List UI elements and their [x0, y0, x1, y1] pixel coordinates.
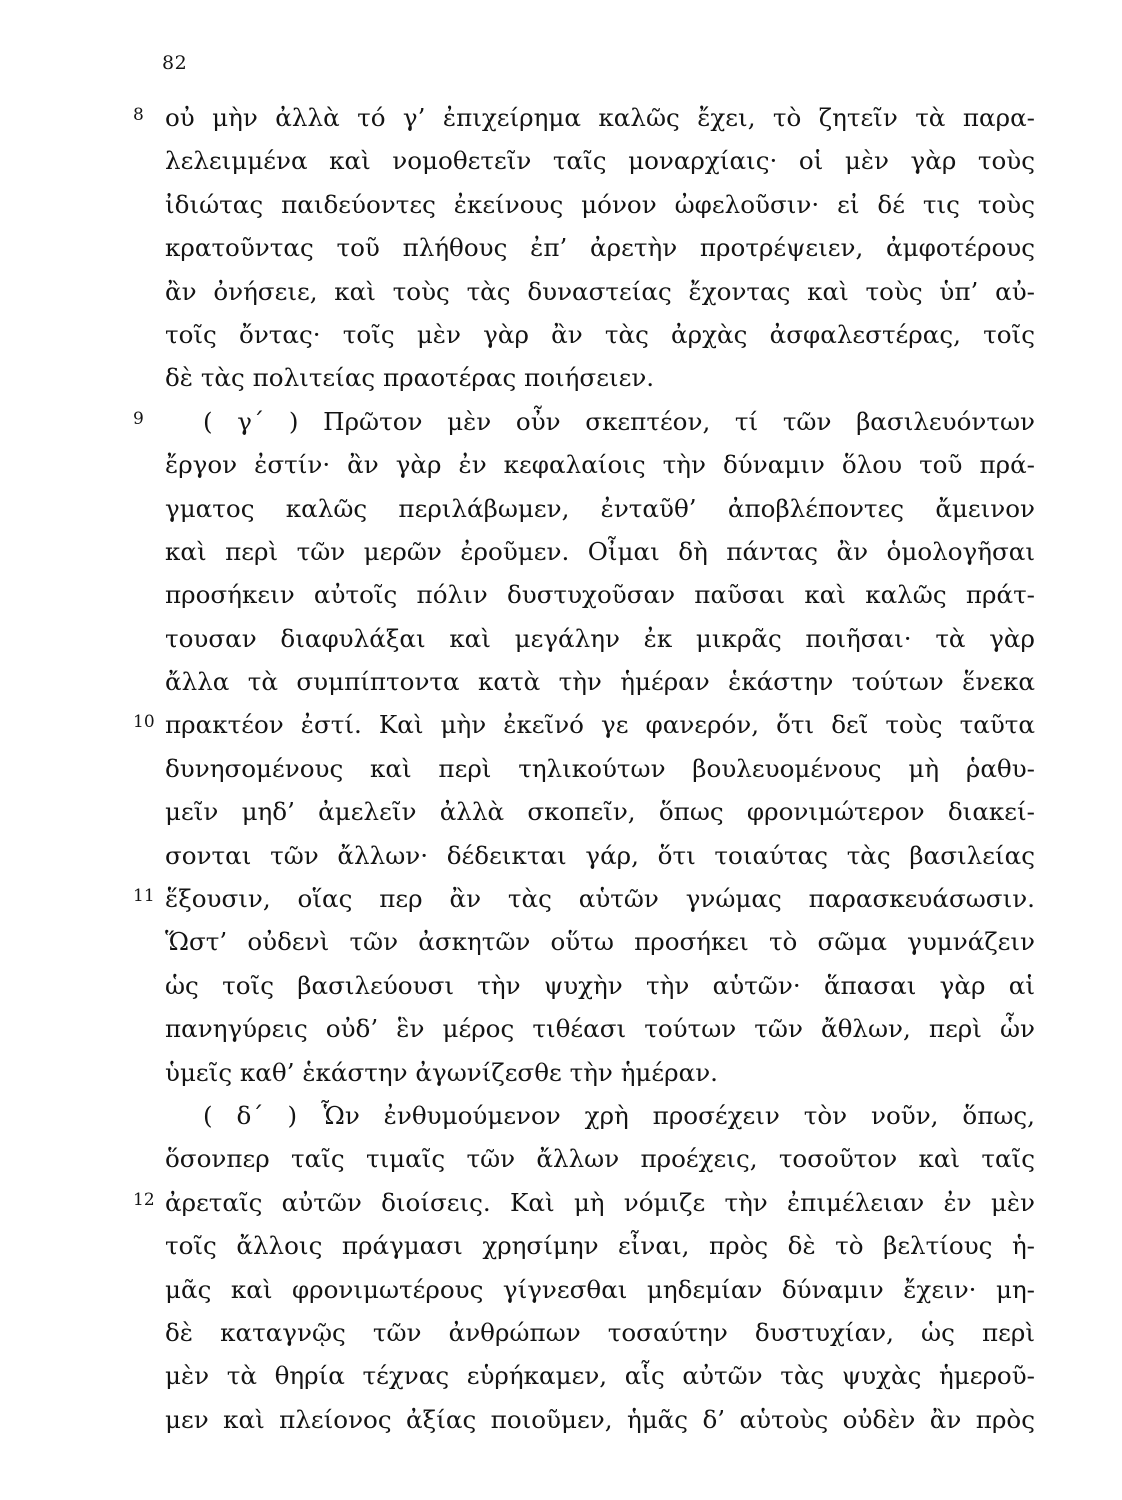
text-line-30	[165, 1354, 1035, 1397]
line-text: ὅσονπερ ταῖς τιμαῖς τῶν ἄλλων προέχεις, τοσοῦτον καὶ ταῖς	[165, 1144, 1035, 1174]
line-text: ἀρεταῖς αὐτῶν διοίσεις. Καὶ μὴ νόμιζε τὴν ἐπιμέλειαν ἐν μὲν	[165, 1187, 1035, 1217]
line-text: πρακτέον ἐστί. Καὶ μὴν ἐκεῖνό γε φανερόν, ὅτι δεῖ τοὺς ταῦτα	[165, 710, 1035, 740]
line-text: ἔργον ἐστίν· ἂν γὰρ ἐν κεφαλαίοις τὴν δύναμιν ὅλου τοῦ πρά-	[165, 450, 1035, 480]
line-text: οὐ μὴν ἀλλὰ τό γ’ ἐπιχείρημα καλῶς ἔχει, τὸ ζητεῖν τὰ παρα-	[165, 103, 1035, 132]
line-text: μὲν τὰ θηρία τέχνας εὑρήκαμεν, αἷς αὐτῶν τὰς ψυχὰς ἡμεροῦ-	[165, 1361, 1035, 1391]
section-number-9: 9	[133, 408, 144, 429]
line-text: κρατοῦντας τοῦ πλήθους ἐπ’ ἀρετὴν προτρέψειεν, ἀμφοτέρους	[165, 233, 1035, 263]
text-line-29	[165, 1311, 1035, 1354]
text-line-1	[133, 96, 1035, 139]
text-line-5	[165, 270, 1035, 313]
text-line-4	[165, 226, 1035, 269]
text-line-31	[165, 1398, 1035, 1441]
line-text: ὡς τοῖς βασιλεύουσι τὴν ψυχὴν τὴν αὑτῶν· ἅπασαι γὰρ αἱ	[165, 970, 1035, 1000]
text-line-20	[165, 920, 1035, 963]
section-number-10: 10	[133, 712, 155, 733]
text-line-7	[165, 356, 1035, 399]
page-number: 82	[162, 52, 188, 74]
line-text: μᾶς καὶ φρονιμωτέρους γίγνεσθαι μηδεμίαν δύναμιν ἔχειν· μη-	[165, 1274, 1035, 1304]
line-text: ὑμεῖς καθ’ ἑκάστην ἀγωνίζεσθε τὴν ἡμέραν.	[165, 1057, 718, 1087]
line-text: ἕξουσιν, οἵας περ ἂν τὰς αὑτῶν γνώμας παρασκευάσωσιν.	[165, 884, 1035, 914]
text-line-12	[165, 573, 1035, 616]
line-text: δὲ τὰς πολιτείας πραοτέρας ποιήσειεν.	[165, 363, 655, 393]
text-line-21	[165, 964, 1035, 1007]
text-line-19	[133, 877, 1035, 920]
text-line-10	[165, 487, 1035, 530]
line-text: σονται τῶν ἄλλων· δέδεικται γάρ, ὅτι τοιαύτας τὰς βασιλείας	[165, 840, 1035, 870]
text-line-8	[133, 400, 1035, 443]
text-line-16	[165, 747, 1035, 790]
text-line-24	[165, 1094, 1035, 1137]
text-line-23	[165, 1051, 1035, 1094]
line-text: ( γ΄ ) Πρῶτον μὲν οὖν σκεπτέον, τί τῶν βασιλευόντων	[203, 406, 1035, 436]
text-line-22	[165, 1007, 1035, 1050]
line-text: ἂν ὀνήσειε, καὶ τοὺς τὰς δυναστείας ἔχοντας καὶ τοὺς ὑπ’ αὐ-	[165, 276, 1035, 306]
text-line-18	[165, 834, 1035, 877]
text-line-2	[165, 139, 1035, 182]
text-line-26	[133, 1181, 1035, 1224]
text-line-14	[165, 660, 1035, 703]
text-line-27	[165, 1224, 1035, 1267]
line-text: δὲ καταγνῷς τῶν ἀνθρώπων τοσαύτην δυστυχίαν, ὡς περὶ	[165, 1317, 1035, 1347]
text-line-28	[165, 1268, 1035, 1311]
line-text: ἄλλα τὰ συμπίπτοντα κατὰ τὴν ἡμέραν ἑκάστην τούτων ἕνεκα	[165, 667, 1035, 697]
section-number-8: 8	[133, 105, 144, 125]
greek-text-body	[133, 96, 1035, 1441]
text-line-9	[165, 443, 1035, 486]
line-text: ( δ΄ ) Ὧν ἐνθυμούμενον χρὴ προσέχειν τὸν νοῦν, ὅπως,	[203, 1100, 1035, 1130]
line-text: καὶ περὶ τῶν μερῶν ἐροῦμεν. Οἶμαι δὴ πάντας ἂν ὁμολογῆσαι	[165, 536, 1035, 566]
line-text: μεῖν μηδ’ ἀμελεῖν ἀλλὰ σκοπεῖν, ὅπως φρονιμώτερον διακεί-	[165, 797, 1035, 827]
line-text: μεν καὶ πλείονος ἀξίας ποιοῦμεν, ἡμᾶς δ’ αὑτοὺς οὐδὲν ἂν πρὸς	[165, 1404, 1035, 1434]
line-text: πανηγύρεις οὐδ’ ἓν μέρος τιθέασι τούτων τῶν ἄθλων, περὶ ὧν	[165, 1014, 1035, 1044]
line-text: γματος καλῶς περιλάβωμεν, ἐνταῦθ’ ἀποβλέποντες ἄμεινον	[165, 493, 1035, 523]
line-text: Ὥστ’ οὐδενὶ τῶν ἀσκητῶν οὕτω προσήκει τὸ σῶμα γυμνάζειν	[165, 927, 1035, 957]
line-text: ἰδιώτας παιδεύοντες ἐκείνους μόνον ὠφελοῦσιν· εἰ δέ τις τοὺς	[165, 189, 1035, 219]
text-line-17	[165, 790, 1035, 833]
line-text: τοῖς ἄλλοις πράγμασι χρησίμην εἶναι, πρὸς δὲ τὸ βελτίους ἡ-	[165, 1231, 1035, 1261]
text-line-13	[165, 617, 1035, 660]
section-number-12: 12	[133, 1189, 155, 1210]
line-text: λελειμμένα καὶ νομοθετεῖν ταῖς μοναρχίαις· οἱ μὲν γὰρ τοὺς	[165, 146, 1035, 176]
text-line-25	[165, 1137, 1035, 1180]
section-number-11: 11	[133, 886, 155, 907]
text-line-11	[165, 530, 1035, 573]
line-text: τουσαν διαφυλάξαι καὶ μεγάλην ἐκ μικρᾶς ποιῆσαι· τὰ γὰρ	[165, 623, 1035, 653]
line-text: προσήκειν αὐτοῖς πόλιν δυστυχοῦσαν παῦσαι καὶ καλῶς πράτ-	[165, 580, 1035, 610]
text-line-6	[165, 313, 1035, 356]
line-text: τοῖς ὄντας· τοῖς μὲν γὰρ ἂν τὰς ἀρχὰς ἀσφαλεστέρας, τοῖς	[165, 319, 1035, 349]
text-line-15	[133, 703, 1035, 746]
line-text: δυνησομένους καὶ περὶ τηλικούτων βουλευομένους μὴ ῥαθυ-	[165, 753, 1035, 783]
text-line-3	[165, 183, 1035, 226]
